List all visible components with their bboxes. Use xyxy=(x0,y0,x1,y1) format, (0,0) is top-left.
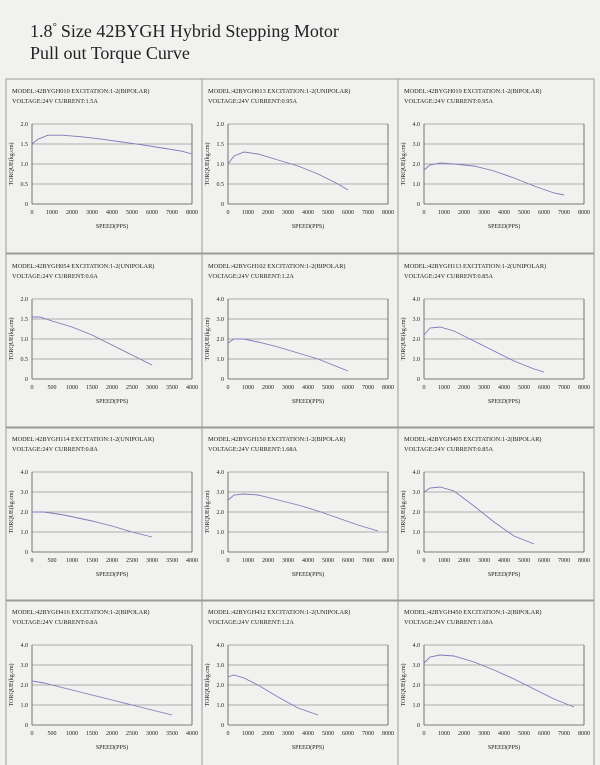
x-tick-label: 6000 xyxy=(342,558,354,564)
voltage-current-label: VOLTAGE:24V CURRENT:0.85A xyxy=(404,446,494,453)
y-tick-label: 0.5 xyxy=(20,357,28,363)
x-tick-label: 3000 xyxy=(478,731,490,737)
x-tick-label: 2000 xyxy=(458,210,470,216)
y-tick-label: 2.0 xyxy=(216,683,224,689)
x-tick-label: 6000 xyxy=(538,210,550,216)
x-tick-label: 0 xyxy=(422,210,426,216)
x-tick-label: 1500 xyxy=(86,558,98,564)
x-tick-label: 5000 xyxy=(322,731,334,737)
x-axis-title: SPEED(PPS) xyxy=(487,224,521,230)
model-label: MODEL:42BYGH010 EXCITATION:1-2(BIPOLAR) xyxy=(12,88,150,95)
y-tick-label: 4.0 xyxy=(20,470,28,476)
y-tick-label: 4.0 xyxy=(412,470,420,476)
x-tick-label: 2000 xyxy=(262,558,274,564)
x-tick-label: 2000 xyxy=(262,731,274,737)
y-tick-label: 3.0 xyxy=(216,317,224,323)
chart-panel-2 xyxy=(202,79,398,253)
x-axis-title: SPEED(PPS) xyxy=(291,745,325,751)
y-axis-title: TORQUE(kg.cm) xyxy=(9,317,15,361)
x-tick-label: 3500 xyxy=(166,385,178,391)
y-tick-label: 0 xyxy=(417,550,420,556)
torque-curve-line xyxy=(32,135,192,154)
y-tick-label: 3.0 xyxy=(216,663,224,669)
x-tick-label: 8000 xyxy=(382,210,394,216)
y-tick-label: 2.0 xyxy=(20,297,28,303)
x-tick-label: 0 xyxy=(30,385,34,391)
x-tick-label: 6000 xyxy=(538,731,550,737)
y-axis-title: TORQUE(kg.cm) xyxy=(205,317,211,361)
y-tick-label: 1.5 xyxy=(20,317,28,323)
x-tick-label: 4000 xyxy=(498,385,510,391)
y-tick-label: 2.0 xyxy=(216,337,224,343)
y-tick-label: 1.0 xyxy=(20,162,28,168)
voltage-current-label: VOLTAGE:24V CURRENT:0.95A xyxy=(404,98,494,105)
x-tick-label: 3000 xyxy=(282,558,294,564)
model-label: MODEL:42BYGH150 EXCITATION:1-2(BIPOLAR) xyxy=(208,436,346,443)
model-label: MODEL:42BYGH405 EXCITATION:1-2(BIPOLAR) xyxy=(404,436,542,443)
x-tick-label: 7000 xyxy=(166,210,178,216)
y-tick-label: 1.0 xyxy=(216,162,224,168)
chart-panel-8 xyxy=(202,427,398,601)
x-tick-label: 1000 xyxy=(66,558,78,564)
torque-curve-line xyxy=(424,487,534,544)
x-axis-title: SPEED(PPS) xyxy=(291,399,325,405)
torque-curve-line xyxy=(32,681,172,715)
x-tick-label: 0 xyxy=(422,385,426,391)
x-tick-label: 3500 xyxy=(166,558,178,564)
voltage-current-label: VOLTAGE:24V CURRENT:1.68A xyxy=(404,619,494,626)
degree-mark: ° xyxy=(52,21,57,33)
y-tick-label: 2.0 xyxy=(216,510,224,516)
x-tick-label: 7000 xyxy=(558,731,570,737)
y-tick-label: 2.0 xyxy=(412,337,420,343)
y-tick-label: 2.0 xyxy=(20,510,28,516)
y-axis-title: TORQUE(kg.cm) xyxy=(401,663,407,707)
x-tick-label: 5000 xyxy=(518,385,530,391)
voltage-current-label: VOLTAGE:24V CURRENT:0.85A xyxy=(404,273,494,280)
y-tick-label: 3.0 xyxy=(412,142,420,148)
y-tick-label: 3.0 xyxy=(20,663,28,669)
x-tick-label: 1000 xyxy=(242,210,254,216)
x-axis-title: SPEED(PPS) xyxy=(291,224,325,230)
x-tick-label: 7000 xyxy=(362,210,374,216)
x-tick-label: 500 xyxy=(47,558,57,564)
x-tick-label: 7000 xyxy=(362,731,374,737)
y-tick-label: 1.0 xyxy=(20,337,28,343)
x-tick-label: 5000 xyxy=(518,558,530,564)
x-tick-label: 6000 xyxy=(538,385,550,391)
x-tick-label: 2000 xyxy=(458,558,470,564)
chart-panel-5 xyxy=(202,254,398,428)
y-tick-label: 0.5 xyxy=(20,182,28,188)
x-tick-label: 3000 xyxy=(478,558,490,564)
x-tick-label: 3000 xyxy=(282,210,294,216)
x-tick-label: 1000 xyxy=(46,210,58,216)
x-tick-label: 6000 xyxy=(342,385,354,391)
y-axis-title: TORQUE(kg.cm) xyxy=(9,663,15,707)
y-tick-label: 4.0 xyxy=(216,470,224,476)
x-tick-label: 5000 xyxy=(322,385,334,391)
x-tick-label: 0 xyxy=(226,210,230,216)
x-axis-title: SPEED(PPS) xyxy=(487,572,521,578)
torque-curve-line xyxy=(228,339,348,371)
y-tick-label: 0.5 xyxy=(216,182,224,188)
y-tick-label: 0 xyxy=(417,377,420,383)
model-label: MODEL:42BYGH114 EXCITATION:1-2(UNIPOLAR) xyxy=(12,436,155,443)
chart-panel-1 xyxy=(6,79,202,253)
x-tick-label: 1000 xyxy=(66,385,78,391)
x-tick-label: 1000 xyxy=(242,558,254,564)
y-tick-label: 1.0 xyxy=(20,703,28,709)
x-tick-label: 5000 xyxy=(126,210,138,216)
torque-curve-line xyxy=(424,163,564,195)
y-tick-label: 4.0 xyxy=(412,643,420,649)
y-tick-label: 2.0 xyxy=(412,162,420,168)
y-tick-label: 0 xyxy=(221,550,224,556)
x-tick-label: 5000 xyxy=(322,558,334,564)
x-tick-label: 4000 xyxy=(498,210,510,216)
model-label: MODEL:42BYGH013 EXCITATION:1-2(UNIPOLAR) xyxy=(208,88,351,95)
y-tick-label: 3.0 xyxy=(412,317,420,323)
y-tick-label: 1.0 xyxy=(412,703,420,709)
y-tick-label: 1.0 xyxy=(216,357,224,363)
y-tick-label: 3.0 xyxy=(412,490,420,496)
x-tick-label: 3000 xyxy=(478,210,490,216)
x-tick-label: 4000 xyxy=(302,210,314,216)
chart-panel-3 xyxy=(398,79,594,253)
y-tick-label: 0 xyxy=(417,723,420,729)
y-tick-label: 1.5 xyxy=(216,142,224,148)
x-tick-label: 1000 xyxy=(242,731,254,737)
x-tick-label: 0 xyxy=(422,558,426,564)
x-tick-label: 6000 xyxy=(342,210,354,216)
y-axis-title: TORQUE(kg.cm) xyxy=(9,490,15,534)
y-tick-label: 4.0 xyxy=(20,643,28,649)
x-tick-label: 4000 xyxy=(106,210,118,216)
torque-curve-line xyxy=(424,655,574,707)
torque-curve-line xyxy=(228,494,378,531)
voltage-current-label: VOLTAGE:24V CURRENT:1.2A xyxy=(208,273,294,280)
x-tick-label: 7000 xyxy=(558,385,570,391)
x-tick-label: 3500 xyxy=(166,731,178,737)
x-tick-label: 6000 xyxy=(342,731,354,737)
voltage-current-label: VOLTAGE:24V CURRENT:0.8A xyxy=(12,446,98,453)
x-tick-label: 6000 xyxy=(538,558,550,564)
x-axis-title: SPEED(PPS) xyxy=(487,745,521,751)
y-tick-label: 4.0 xyxy=(216,297,224,303)
y-tick-label: 0 xyxy=(417,202,420,208)
torque-curve-line xyxy=(32,512,152,537)
y-tick-label: 1.0 xyxy=(412,530,420,536)
model-label: MODEL:42BYGH113 EXCITATION:1-2(UNIPOLAR) xyxy=(404,263,547,270)
x-tick-label: 1000 xyxy=(438,731,450,737)
x-tick-label: 5000 xyxy=(518,210,530,216)
model-label: MODEL:42BYGH450 EXCITATION:1-2(BIPOLAR) xyxy=(404,609,542,616)
x-tick-label: 3000 xyxy=(86,210,98,216)
x-tick-label: 1000 xyxy=(242,385,254,391)
x-tick-label: 8000 xyxy=(382,731,394,737)
x-tick-label: 2000 xyxy=(262,385,274,391)
voltage-current-label: VOLTAGE:24V CURRENT:1.5A xyxy=(12,98,98,105)
x-tick-label: 2500 xyxy=(126,385,138,391)
chart-panel-12 xyxy=(398,600,594,765)
x-tick-label: 2000 xyxy=(458,385,470,391)
x-tick-label: 2000 xyxy=(106,731,118,737)
y-axis-title: TORQUE(kg.cm) xyxy=(9,142,15,186)
x-axis-title: SPEED(PPS) xyxy=(95,745,129,751)
x-tick-label: 3000 xyxy=(478,385,490,391)
model-label: MODEL:42BYGH054 EXCITATION:1-2(UNIPOLAR) xyxy=(12,263,155,270)
y-tick-label: 1.0 xyxy=(216,703,224,709)
x-tick-label: 4000 xyxy=(186,731,198,737)
y-tick-label: 1.0 xyxy=(20,530,28,536)
model-label: MODEL:42BYGH432 EXCITATION:1-2(UNIPOLAR) xyxy=(208,609,351,616)
y-tick-label: 1.5 xyxy=(20,142,28,148)
x-tick-label: 4000 xyxy=(186,558,198,564)
y-axis-title: TORQUE(kg.cm) xyxy=(401,317,407,361)
x-tick-label: 7000 xyxy=(362,558,374,564)
y-tick-label: 0 xyxy=(221,377,224,383)
y-tick-label: 0 xyxy=(25,202,28,208)
x-axis-title: SPEED(PPS) xyxy=(291,572,325,578)
x-tick-label: 4000 xyxy=(498,731,510,737)
x-axis-title: SPEED(PPS) xyxy=(95,572,129,578)
chart-panel-4 xyxy=(6,254,202,428)
x-tick-label: 7000 xyxy=(558,210,570,216)
x-axis-title: SPEED(PPS) xyxy=(487,399,521,405)
y-axis-title: TORQUE(kg.cm) xyxy=(205,663,211,707)
y-tick-label: 0 xyxy=(25,550,28,556)
x-tick-label: 0 xyxy=(226,385,230,391)
x-axis-title: SPEED(PPS) xyxy=(95,399,129,405)
voltage-current-label: VOLTAGE:24V CURRENT:1.68A xyxy=(208,446,298,453)
voltage-current-label: VOLTAGE:24V CURRENT:0.95A xyxy=(208,98,298,105)
x-tick-label: 2000 xyxy=(262,210,274,216)
torque-curve-line xyxy=(424,327,544,372)
x-tick-label: 3000 xyxy=(146,385,158,391)
y-tick-label: 3.0 xyxy=(20,490,28,496)
y-tick-label: 2.0 xyxy=(412,683,420,689)
chart-panel-6 xyxy=(398,254,594,428)
x-tick-label: 4000 xyxy=(302,385,314,391)
chart-panel-9 xyxy=(398,427,594,601)
x-tick-label: 0 xyxy=(30,558,34,564)
y-tick-label: 3.0 xyxy=(412,663,420,669)
y-axis-title: TORQUE(kg.cm) xyxy=(401,490,407,534)
x-tick-label: 2000 xyxy=(66,210,78,216)
chart-panel-10 xyxy=(6,600,202,765)
y-axis-title: TORQUE(kg.cm) xyxy=(205,142,211,186)
x-tick-label: 2500 xyxy=(126,558,138,564)
y-axis-title: TORQUE(kg.cm) xyxy=(401,142,407,186)
y-axis-title: TORQUE(kg.cm) xyxy=(205,490,211,534)
x-tick-label: 4000 xyxy=(186,385,198,391)
y-tick-label: 0 xyxy=(25,723,28,729)
x-tick-label: 8000 xyxy=(578,210,590,216)
y-tick-label: 0 xyxy=(221,202,224,208)
title-size-value: 1.8 xyxy=(30,21,53,41)
y-tick-label: 4.0 xyxy=(216,643,224,649)
x-tick-label: 1000 xyxy=(66,731,78,737)
torque-curve-line xyxy=(32,317,152,365)
x-tick-label: 4000 xyxy=(302,558,314,564)
x-tick-label: 1000 xyxy=(438,558,450,564)
y-tick-label: 1.0 xyxy=(412,357,420,363)
chart-panel-11 xyxy=(202,600,398,765)
x-tick-label: 3000 xyxy=(282,731,294,737)
x-tick-label: 2000 xyxy=(106,385,118,391)
y-tick-label: 3.0 xyxy=(216,490,224,496)
x-tick-label: 2000 xyxy=(106,558,118,564)
x-tick-label: 7000 xyxy=(362,385,374,391)
x-tick-label: 5000 xyxy=(322,210,334,216)
x-tick-label: 1000 xyxy=(438,385,450,391)
x-tick-label: 4000 xyxy=(498,558,510,564)
x-tick-label: 500 xyxy=(47,385,57,391)
voltage-current-label: VOLTAGE:24V CURRENT:0.6A xyxy=(12,273,98,280)
voltage-current-label: VOLTAGE:24V CURRENT:1.2A xyxy=(208,619,294,626)
y-tick-label: 1.0 xyxy=(216,530,224,536)
y-tick-label: 2.0 xyxy=(20,683,28,689)
x-tick-label: 0 xyxy=(30,731,34,737)
x-tick-label: 0 xyxy=(30,210,34,216)
x-tick-label: 3000 xyxy=(146,731,158,737)
x-tick-label: 3000 xyxy=(282,385,294,391)
y-tick-label: 4.0 xyxy=(412,122,420,128)
y-tick-label: 0 xyxy=(25,377,28,383)
x-tick-label: 1000 xyxy=(438,210,450,216)
x-tick-label: 8000 xyxy=(578,558,590,564)
x-tick-label: 6000 xyxy=(146,210,158,216)
y-tick-label: 1.0 xyxy=(412,182,420,188)
chart-panel-7 xyxy=(6,427,202,601)
x-axis-title: SPEED(PPS) xyxy=(95,224,129,230)
x-tick-label: 0 xyxy=(226,731,230,737)
y-tick-label: 2.0 xyxy=(20,122,28,128)
y-tick-label: 0 xyxy=(221,723,224,729)
x-tick-label: 7000 xyxy=(558,558,570,564)
y-tick-label: 4.0 xyxy=(412,297,420,303)
y-tick-label: 2.0 xyxy=(216,122,224,128)
x-tick-label: 8000 xyxy=(578,385,590,391)
x-tick-label: 2000 xyxy=(458,731,470,737)
x-tick-label: 8000 xyxy=(382,385,394,391)
x-tick-label: 2500 xyxy=(126,731,138,737)
x-tick-label: 1500 xyxy=(86,731,98,737)
model-label: MODEL:42BYGH102 EXCITATION:1-2(BIPOLAR) xyxy=(208,263,346,270)
x-tick-label: 500 xyxy=(47,731,57,737)
x-tick-label: 8000 xyxy=(186,210,198,216)
torque-curve-line xyxy=(228,675,318,715)
x-tick-label: 1500 xyxy=(86,385,98,391)
title-text: Size 42BYGH Hybrid Stepping Motor xyxy=(60,21,339,41)
page-subtitle: Pull out Torque Curve xyxy=(30,43,190,63)
x-tick-label: 8000 xyxy=(578,731,590,737)
x-tick-label: 4000 xyxy=(302,731,314,737)
x-tick-label: 5000 xyxy=(518,731,530,737)
x-tick-label: 0 xyxy=(422,731,426,737)
voltage-current-label: VOLTAGE:24V CURRENT:0.8A xyxy=(12,619,98,626)
model-label: MODEL:42BYGH019 EXCITATION:1-2(BIPOLAR) xyxy=(404,88,542,95)
x-tick-label: 3000 xyxy=(146,558,158,564)
x-tick-label: 8000 xyxy=(382,558,394,564)
x-tick-label: 0 xyxy=(226,558,230,564)
model-label: MODEL:42BYGH416 EXCITATION:1-2(BIPOLAR) xyxy=(12,609,150,616)
y-tick-label: 2.0 xyxy=(412,510,420,516)
